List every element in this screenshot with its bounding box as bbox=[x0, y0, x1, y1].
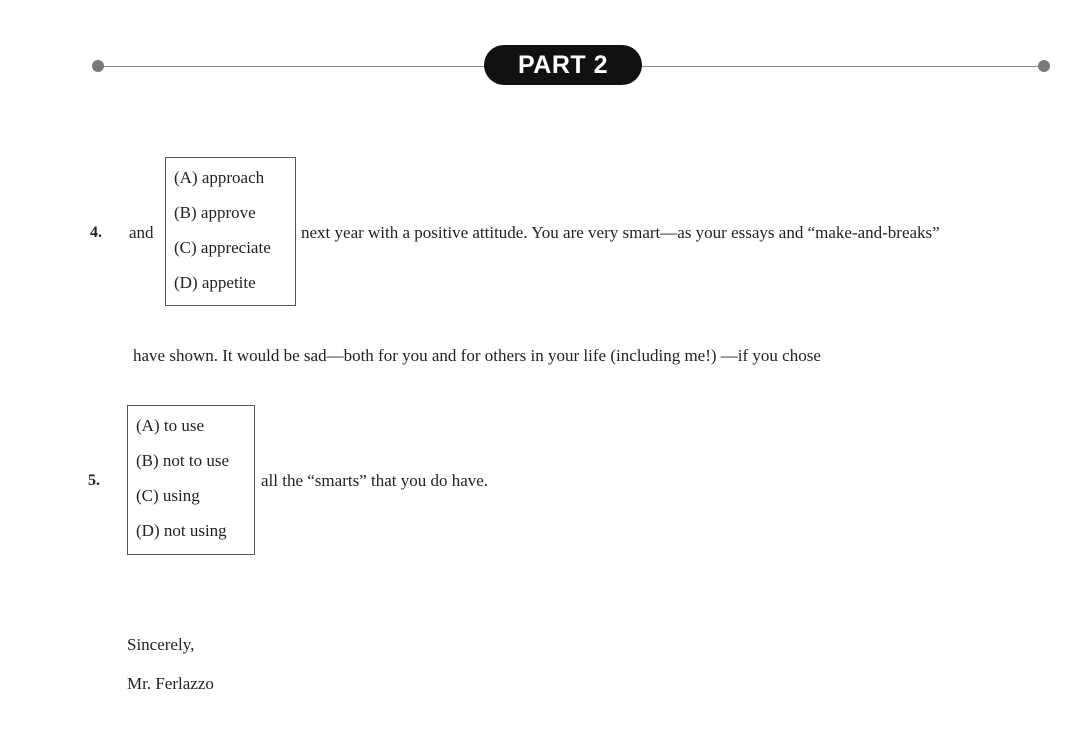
question-5-choice-a[interactable]: (A) to use bbox=[136, 416, 204, 435]
question-5-choices bbox=[127, 405, 255, 555]
question-4-number: 4. bbox=[90, 224, 102, 241]
question-5-choice-d[interactable]: (D) not using bbox=[136, 521, 227, 540]
part-badge: PART 2 bbox=[484, 45, 642, 85]
signature: Mr. Ferlazzo bbox=[127, 674, 214, 693]
question-4-choice-b[interactable]: (B) approve bbox=[174, 203, 256, 222]
question-4-choices bbox=[165, 157, 296, 306]
header-dot-right bbox=[1038, 60, 1050, 72]
question-4-trail-text: next year with a positive attitude. You are very smart—as your essays and “make-and-breaks” bbox=[301, 223, 940, 242]
continuation-text: have shown. It would be sad—both for you and for others in your life (including me!) —if you chose bbox=[133, 346, 821, 365]
question-4-choice-c[interactable]: (C) appreciate bbox=[174, 238, 271, 257]
question-4-choice-d[interactable]: (D) appetite bbox=[174, 273, 256, 292]
question-5-number: 5. bbox=[88, 472, 100, 489]
question-5-trail-text: all the “smarts” that you do have. bbox=[261, 471, 489, 490]
question-4-choice-a[interactable]: (A) approach bbox=[174, 168, 265, 187]
question-4-lead-text: and bbox=[129, 223, 154, 242]
header-dot-left bbox=[92, 60, 104, 72]
question-5-choice-c[interactable]: (C) using bbox=[136, 486, 200, 505]
question-5-choice-b[interactable]: (B) not to use bbox=[136, 451, 230, 470]
salutation: Sincerely, bbox=[127, 635, 195, 654]
